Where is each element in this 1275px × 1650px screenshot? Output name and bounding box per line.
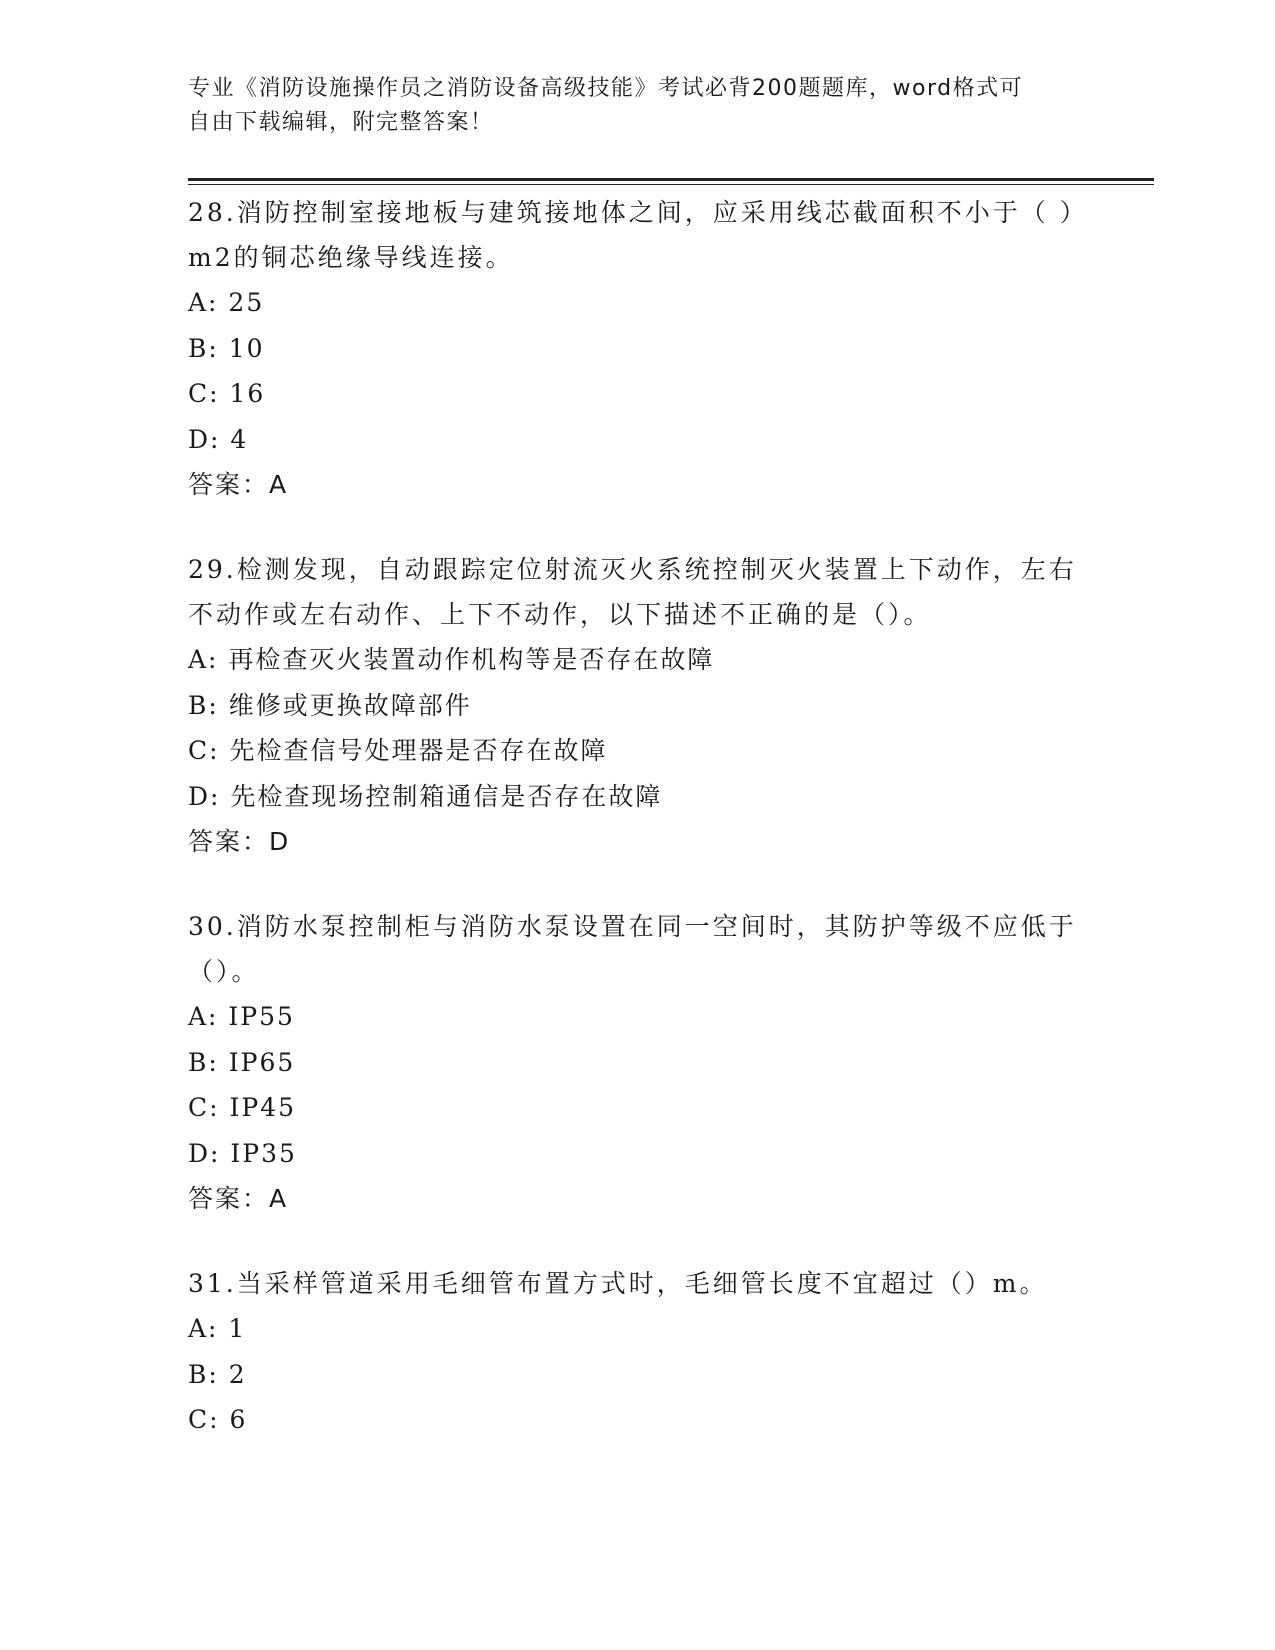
answer: 答案：A [188, 470, 289, 499]
option-d: D: 4 [188, 424, 249, 454]
option-a: A: IP55 [188, 1002, 295, 1031]
option-a: A: 1 [188, 1314, 247, 1343]
option-c: C: 16 [188, 379, 266, 408]
option-a: A: 25 [188, 288, 265, 317]
question-stem: 28.消防控制室接地板与建筑接地体之间，应采用线芯截面积不小于（ ）m2的铜芯绝缘导线连接。 [188, 198, 1088, 272]
option-a: A: 再检查灭火装置动作机构等是否存在故障 [188, 645, 715, 674]
question-29 [188, 547, 1088, 864]
question-stem: 29.检测发现，自动跟踪定位射流灭火系统控制灭火装置上下动作，左右不动作或左右动作、上下不动作，以下描述不正确的是（）。 [188, 555, 1077, 629]
question-stem: 30.消防水泵控制柜与消防水泵设置在同一空间时，其防护等级不应低于（）。 [188, 912, 1077, 986]
header-divider [188, 178, 1154, 181]
answer: 答案：D [188, 827, 291, 856]
intro-line-2: 自由下载编辑，附完整答案！ [188, 110, 494, 135]
option-c: C: 先检查信号处理器是否存在故障 [188, 736, 608, 765]
option-c: C: 6 [188, 1405, 248, 1434]
intro-line-1: 专业《消防设施操作员之消防设备高级技能》考试必背200题题库，word格式可 [188, 76, 1024, 101]
question-stem: 31.当采样管道采用毛细管布置方式时，毛细管长度不宜超过（）m。 [188, 1269, 1048, 1298]
option-d: D: IP35 [188, 1138, 297, 1168]
option-c: C: IP45 [188, 1093, 297, 1122]
option-b: B: 10 [188, 333, 265, 363]
option-b: B: 2 [188, 1359, 247, 1389]
question-28 [188, 190, 1088, 507]
question-list [188, 190, 1088, 1483]
answer: 答案：A [188, 1184, 289, 1213]
option-b: B: IP65 [188, 1047, 296, 1077]
option-b: B: 维修或更换故障部件 [188, 690, 472, 720]
question-30 [188, 904, 1088, 1221]
header-divider-thin [188, 184, 1154, 185]
option-d: D: 先检查现场控制箱通信是否存在故障 [188, 781, 663, 811]
question-31 [188, 1261, 1088, 1443]
document-header [188, 72, 1088, 140]
